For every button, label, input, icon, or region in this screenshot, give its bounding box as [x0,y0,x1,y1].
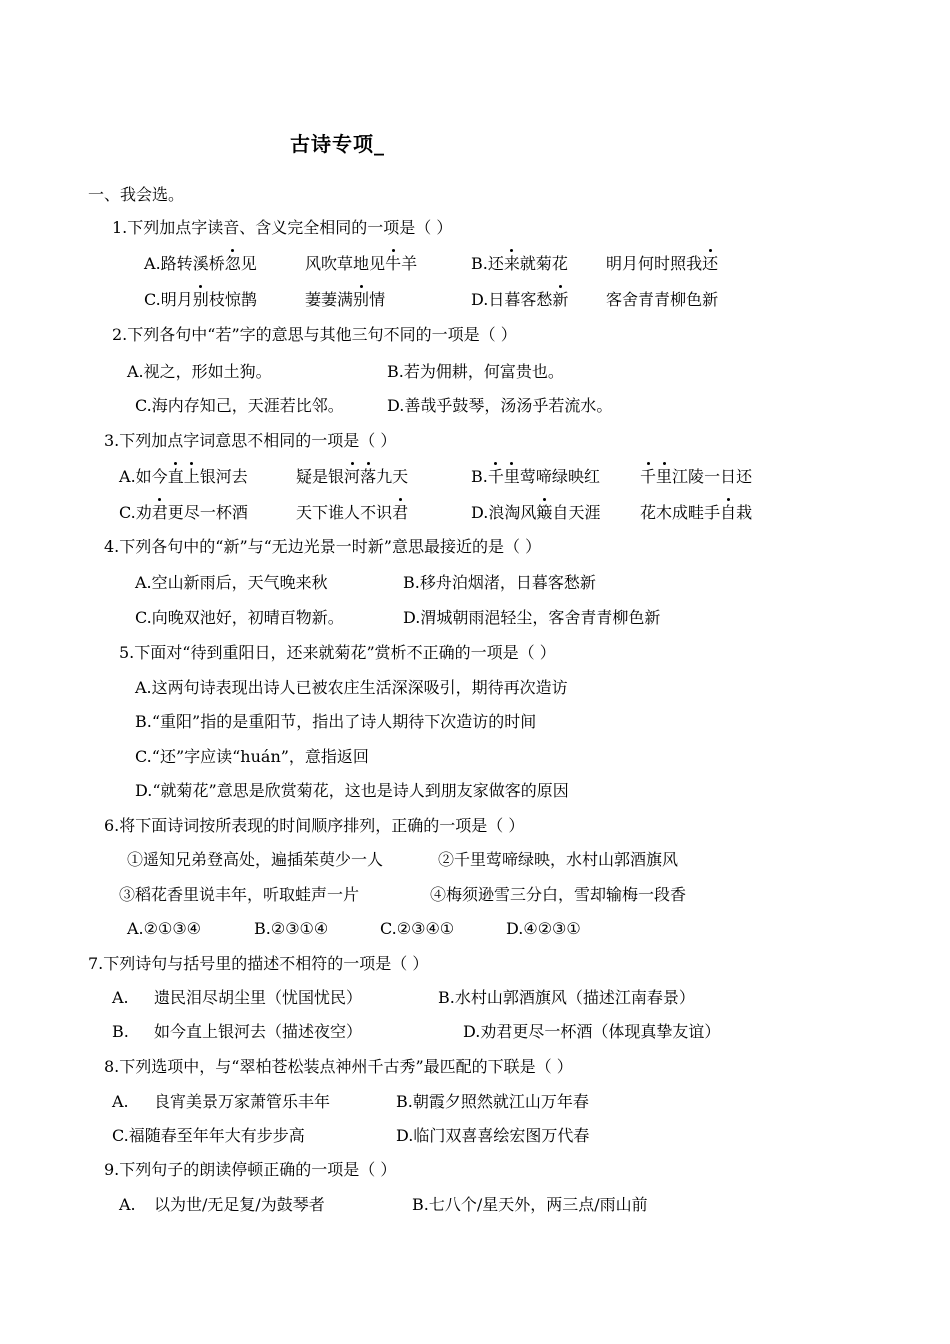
question-3-stem: 3.下列加点字词意思不相同的一项是（ ） [104,431,397,450]
q7-option-b: B.水村山郭酒旗风（描述江南春景） [438,988,695,1007]
emphasis-dot-char: 里 [503,467,520,486]
q4-option-a: A.空山新雨后，天气晚来秋 [135,573,328,592]
q8-option-d: D.临门双喜喜绘宏图万代春 [396,1126,590,1145]
q6-option-b: B.②③①④ [254,919,329,938]
q3-option-d-left: D.浪淘风簸自天涯 [471,503,601,522]
q6-poem-2: ②千里莺啼绿映，水村山郭酒旗风 [438,850,679,869]
q1-option-d-right: 客舍青青柳色新 [606,290,719,309]
q1-option-d-left: D.日暮客愁新 [471,290,569,309]
q2-option-c: C.海内存知己，天涯若比邻。 [135,396,344,415]
q1-option-c-left: C.明月别枝惊鹊 [144,290,257,309]
q3-option-d-right: 花木成畦手自栽 [640,503,753,522]
question-2-stem: 2.下列各句中“若”字的意思与其他三句不同的一项是（ ） [112,325,517,344]
emphasis-dot-char: 来 [503,254,520,273]
q7-option-a-label: A. [112,988,129,1007]
q4-option-b: B.移舟泊烟渚，日暮客愁新 [403,573,596,592]
q2-option-b: B.若为佣耕，何富贵也。 [387,362,564,381]
q1-option-a-right: 风吹草地见牛羊 [305,254,418,273]
emphasis-dot-char: 还 [702,254,719,273]
emphasis-dot-char: 别 [192,290,209,309]
q7-option-c-label: B. [112,1022,129,1041]
q8-option-a-label: A. [112,1092,129,1111]
question-9-stem: 9.下列句子的朗读停顿正确的一项是（ ） [104,1160,397,1179]
q5-option-a: A.这两句诗表现出诗人已被农庄生活深深吸引，期待再次造访 [135,678,568,697]
q1-option-b-left: B.还来就菊花 [471,254,568,273]
q7-option-a: 遗民泪尽胡尘里（忧国忧民） [154,988,363,1007]
q6-option-c: C.②③④① [380,919,455,938]
q2-option-a: A.视之，形如土狗。 [127,362,272,381]
q8-option-b: B.朝霞夕照然就江山万年春 [396,1092,589,1111]
q3-option-a-left: A.如今直上银河去 [119,467,248,486]
q6-poem-3: ③稻花香里说丰年，听取蛙声一片 [119,885,360,904]
q9-option-b: B.七八个/星天外，两三点/雨山前 [412,1195,648,1214]
q5-option-c: C.“还”字应读“huán”，意指返回 [135,747,369,766]
emphasis-dot-char: 君 [392,503,409,522]
q3-option-b-left: B.千里莺啼绿映红 [471,467,600,486]
q2-option-d: D.善哉乎鼓琴，汤汤乎若流水。 [387,396,613,415]
emphasis-dot-char: 落 [360,467,377,486]
q6-option-d: D.④②③① [506,919,581,938]
emphasis-dot-char: 君 [151,503,168,522]
question-7-stem: 7.下列诗句与括号里的描述不相符的一项是（ ） [88,954,429,973]
emphasis-dot-char: 直 [167,467,184,486]
q8-option-c: C.福随春至年年大有步步高 [112,1126,305,1145]
emphasis-dot-char: 簸 [536,503,553,522]
q6-poem-1: ①遥知兄弟登高处，遍插茱萸少一人 [127,850,384,869]
emphasis-dot-char: 别 [353,290,370,309]
q3-option-c-left: C.劝君更尽一杯酒 [119,503,248,522]
emphasis-dot-char: 千 [640,467,657,486]
question-4-stem: 4.下列各句中的“新”与“无边光景一时新”意思最接近的是（ ） [104,537,542,556]
q9-option-a: 以为世/无足复/为鼓琴者 [154,1195,325,1214]
q7-option-c: 如今直上银河去（描述夜空） [154,1022,363,1041]
q9-option-a-label: A. [119,1195,136,1214]
emphasis-dot-char: 牛 [385,254,402,273]
q1-option-b-right: 明月何时照我还 [606,254,719,273]
emphasis-dot-char: 忽 [224,254,241,273]
emphasis-dot-char: 自 [720,503,737,522]
q7-option-d: D.劝君更尽一杯酒（体现真挚友谊） [463,1022,721,1041]
question-6-stem: 6.将下面诗词按所表现的时间顺序排列，正确的一项是（ ） [104,816,525,835]
page-title: 古诗专项_ [290,132,385,156]
emphasis-dot-char: 河 [344,467,361,486]
q3-option-b-right: 千里江陵一日还 [640,467,753,486]
q5-option-b: B.“重阳”指的是重阳节，指出了诗人期待下次造访的时间 [135,712,537,731]
emphasis-dot-char: 新 [552,290,569,309]
question-5-stem: 5.下面对“待到重阳日，还来就菊花”赏析不正确的一项是（ ） [119,643,556,662]
q1-option-c-right: 萋萋满别情 [305,290,386,309]
q5-option-d: D.“就菊花”意思是欣赏菊花，这也是诗人到朋友家做客的原因 [135,781,569,800]
q3-option-c-right: 天下谁人不识君 [296,503,409,522]
q6-option-a: A.②①③④ [127,919,202,938]
section-heading: 一、我会选。 [88,185,185,204]
emphasis-dot-char: 上 [183,467,200,486]
question-8-stem: 8.下列选项中，与“翠柏苍松装点神州千古秀”最匹配的下联是（ ） [104,1057,573,1076]
q3-option-a-right: 疑是银河落九天 [296,467,409,486]
emphasis-dot-char: 千 [487,467,504,486]
q8-option-a: 良宵美景万家萧管乐丰年 [154,1092,331,1111]
question-1-stem: 1.下列加点字读音、含义完全相同的一项是（ ） [112,218,453,237]
q4-option-d: D.渭城朝雨浥轻尘，客舍青青柳色新 [403,608,661,627]
q6-poem-4: ④梅须逊雪三分白，雪却输梅一段香 [430,885,687,904]
emphasis-dot-char: 里 [656,467,673,486]
q1-option-a-left: A.路转溪桥忽见 [144,254,257,273]
q4-option-c: C.向晚双池好，初晴百物新。 [135,608,344,627]
